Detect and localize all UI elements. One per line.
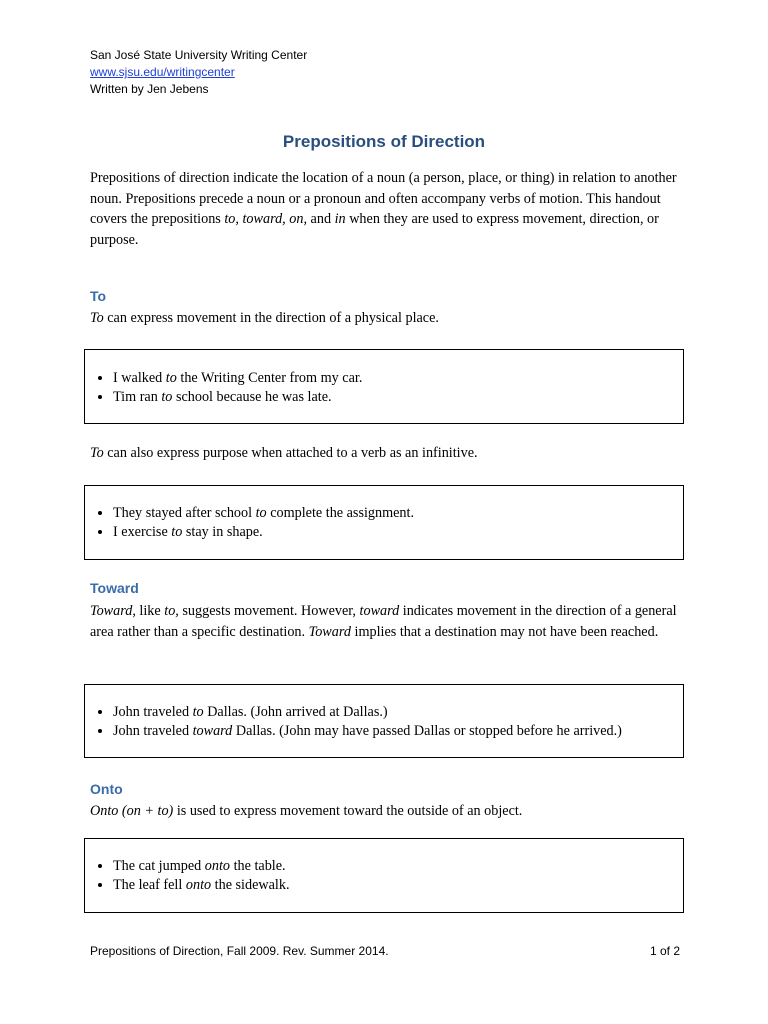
list-item: • John traveled to Dallas. (John arrived at Dallas.) bbox=[113, 703, 683, 722]
list-item: • The leaf fell onto the sidewalk. bbox=[113, 876, 683, 895]
document-header bbox=[90, 47, 307, 98]
example-box-onto bbox=[84, 838, 684, 913]
page-title: Prepositions of Direction bbox=[282, 132, 486, 151]
page-number: 1 of 2 bbox=[649, 944, 680, 958]
heading-to: To bbox=[90, 288, 107, 304]
author-line: Written by Jen Jebens bbox=[90, 82, 209, 96]
list-item: • I walked to the Writing Center from my car. bbox=[113, 369, 683, 388]
example-box-to-1 bbox=[84, 349, 684, 424]
heading-onto: Onto bbox=[90, 781, 123, 797]
toward-paragraph: Toward, like to, suggests movement. However, toward indicates movement in the direction of a general area rather than a specific destination. Toward implies that a destination may not have been reached. bbox=[90, 603, 677, 640]
list-item: • They stayed after school to complete the assignment. bbox=[113, 504, 683, 523]
list-item: • John traveled toward Dallas. (John may have passed Dallas or stopped before he arrived.) bbox=[113, 722, 683, 741]
org-name: San José State University Writing Center bbox=[90, 48, 308, 62]
example-box-toward bbox=[84, 684, 684, 758]
list-item: • Tim ran to school because he was late. bbox=[113, 388, 683, 407]
onto-paragraph: Onto (on + to) is used to express movement toward the outside of an object. bbox=[90, 803, 523, 819]
list-item: • The cat jumped onto the table. bbox=[113, 857, 683, 876]
footer-title: Prepositions of Direction, Fall 2009. Rev. Summer 2014. bbox=[90, 944, 389, 958]
website-link[interactable]: www.sjsu.edu/writingcenter bbox=[90, 65, 235, 79]
to-paragraph-1: To can express movement in the direction of a physical place. bbox=[90, 310, 439, 326]
to-paragraph-2: To can also express purpose when attached to a verb as an infinitive. bbox=[90, 445, 478, 461]
heading-toward: Toward bbox=[90, 580, 139, 596]
page-footer bbox=[90, 944, 680, 958]
list-item: • I exercise to stay in shape. bbox=[113, 523, 683, 542]
example-box-to-2 bbox=[84, 485, 684, 560]
intro-paragraph: Prepositions of direction indicate the location of a noun (a person, place, or thing) in relation to another noun. Prepositions precede a noun or a pronoun and often accompany verbs of motion. This handout covers the prepositions to, toward, on, and in when they are used to express movement, direction, or purpose. bbox=[90, 170, 677, 248]
